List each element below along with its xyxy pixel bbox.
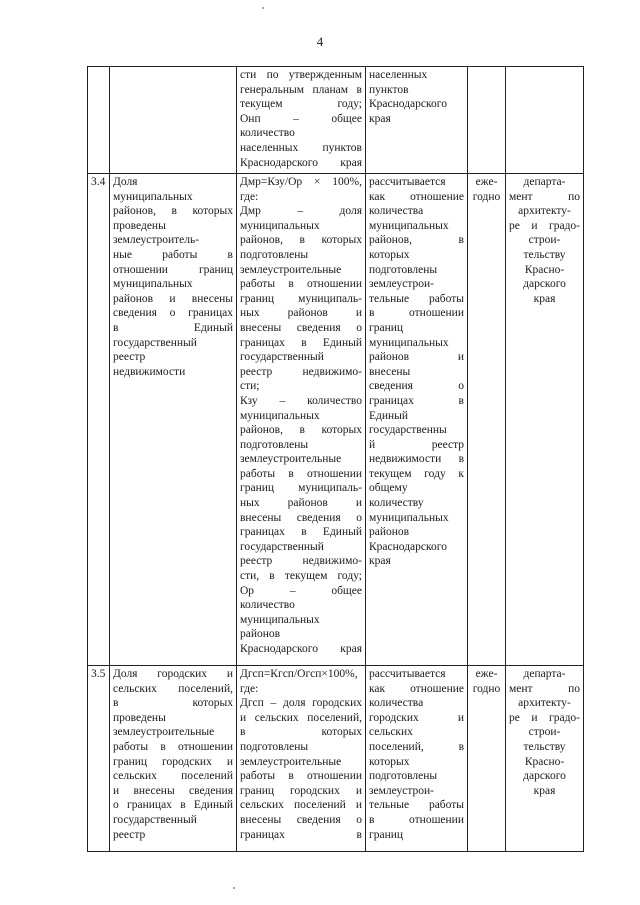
cell-text-line: реестр — [113, 828, 146, 841]
cell-text-line: муниципальных — [369, 511, 449, 524]
cell-text-line: Краснодарского края — [240, 643, 362, 655]
cell-text-line: землеустрои- — [369, 784, 434, 797]
cell-text-line: текущем году к — [369, 467, 464, 480]
cell-text-line: подготовлены — [240, 438, 309, 451]
table-row — [88, 666, 584, 852]
cell-text-line: в Единый — [113, 321, 233, 334]
cell-text-line: населенных — [369, 69, 428, 81]
cell-text-line: землеустроительные — [240, 453, 342, 466]
cell-text-line: муниципальных — [113, 190, 193, 203]
cell-text-line: внесены сведения о — [240, 813, 362, 826]
cell-text-line: подготовлены — [240, 248, 309, 261]
cell-text-line: генеральным планам в — [240, 83, 362, 96]
cell-text-line: как отношение — [369, 682, 464, 695]
cell-text-line: границ — [369, 321, 404, 334]
cell-text-line: населенных пунктов — [240, 141, 362, 154]
row-number: 3.5 — [91, 668, 106, 680]
cell-text-line: количества — [369, 205, 424, 218]
cell-text-line: тельные работы — [369, 292, 464, 305]
cell-text-line: границах в — [369, 394, 464, 407]
cell-text-line: в отношении — [369, 307, 464, 320]
cell-text-line: мент по — [509, 190, 580, 203]
cell-text-line: реестр недвижимо- — [240, 555, 362, 568]
cell-text-line: границ — [369, 828, 404, 841]
cell-text-line: подготовлены — [240, 740, 309, 753]
row-number-cell — [88, 666, 110, 852]
cell-text-line: Дгсп=Кгсп/Огсп×100%, — [240, 668, 358, 680]
cell-text-line: районов и — [369, 351, 464, 364]
responsible-cell — [506, 666, 584, 852]
cell-text-line: сельских поселений, — [113, 682, 233, 695]
cell-text-line: землеустроительные — [240, 263, 342, 276]
cell-text-line: Ор – общее — [240, 584, 362, 597]
cell-text-line: районов, в которых — [240, 424, 362, 437]
cell-text-line: проведены — [113, 711, 166, 724]
row-number-cell — [88, 67, 110, 174]
cell-text-line: ных районов и — [240, 497, 362, 510]
cell-text-line: где: — [240, 682, 259, 695]
cell-text-line: подготовлены — [369, 263, 438, 276]
cell-text-line: годно — [472, 682, 501, 695]
cell-text-line: Красно- — [524, 263, 565, 276]
cell-text-line: внесены сведения о — [240, 321, 362, 334]
formula-cell — [237, 67, 366, 174]
cell-text-line: Доля городских и — [113, 668, 233, 680]
cell-text-line: реестр недвижимо- — [240, 365, 362, 378]
cell-text-line: количество — [240, 599, 295, 612]
cell-text-line: общему — [369, 482, 408, 495]
cell-text-line: в которых — [113, 697, 233, 710]
cell-text-line: границ муниципаль- — [240, 292, 362, 305]
cell-text-line: количества — [369, 697, 424, 710]
cell-text-line: землеустроитель- — [113, 234, 200, 247]
cell-text-line: реестр — [113, 351, 146, 364]
cell-text-line: проведены — [113, 219, 166, 232]
cell-text-line: края — [369, 112, 391, 125]
frequency-cell — [468, 174, 506, 666]
cell-text-line: где: — [240, 190, 259, 203]
cell-text-line: районов, в которых — [113, 205, 233, 218]
cell-text-line: и внесены сведения — [113, 784, 233, 797]
cell-text-line: работы в отношении — [240, 467, 362, 480]
cell-text-line: границ муниципаль- — [240, 482, 362, 495]
cell-text-line: границах в Единый — [240, 336, 362, 349]
table-row — [88, 67, 584, 174]
cell-text-line: департа- — [523, 668, 566, 680]
frequency-cell — [468, 67, 506, 174]
cell-text-line: сведения о границах — [113, 307, 233, 320]
cell-text-line: строи- — [528, 726, 561, 739]
cell-text-line: муниципальных — [369, 336, 449, 349]
cell-text-line: сти; — [240, 380, 260, 393]
cell-text-line: работы в отношении — [240, 770, 362, 783]
cell-text-line: государственный — [113, 336, 197, 349]
cell-text-line: районов, в — [369, 234, 464, 247]
cell-text-line: муниципальных — [240, 613, 320, 626]
responsible-cell — [506, 174, 584, 666]
cell-text-line: районов и внесены — [113, 292, 233, 305]
cell-text-line: й реестр — [369, 438, 464, 451]
cell-text-line: Онп – общее — [240, 112, 362, 125]
cell-text-line: районов — [240, 628, 281, 641]
cell-text-line: тельные работы — [369, 799, 464, 812]
cell-text-line: работы в отношении — [113, 740, 233, 753]
responsible-cell — [506, 67, 584, 174]
cell-text-line: ные работы в — [113, 248, 233, 261]
cell-text-line: границ городских и — [240, 784, 362, 797]
cell-text-line: Краснодарского — [369, 540, 447, 553]
cell-text-line: и сельских поселений, — [240, 711, 362, 724]
cell-text-line: Красно- — [524, 755, 565, 768]
cell-text-line: землеустроительные — [240, 755, 342, 768]
cell-text-line: края — [533, 784, 556, 797]
cell-text-line: сельских поселений и — [240, 799, 362, 812]
cell-text-line: о границах в Единый — [113, 799, 233, 812]
cell-text-line: еже- — [475, 668, 498, 680]
cell-text-line: отношении границ — [113, 263, 233, 276]
cell-text-line: Краснодарского — [369, 98, 447, 111]
cell-text-line: городских и — [369, 711, 464, 724]
cell-text-line: районов — [369, 526, 410, 539]
formula-cell — [237, 666, 366, 852]
cell-text-line: Единый — [369, 409, 409, 422]
cell-text-line: архитекту- — [518, 697, 571, 710]
cell-text-line: сти по утвержденным — [240, 69, 362, 81]
cell-text-line: Дмр=Кзу/Ор × 100%, — [240, 176, 362, 188]
cell-text-line: в которых — [240, 726, 362, 739]
cell-text-line: государственный — [113, 813, 197, 826]
cell-text-line: Дгсп – доля городских — [240, 697, 362, 710]
cell-text-line: дарского — [523, 770, 566, 783]
method-cell — [366, 666, 468, 852]
indicator-name-cell — [110, 174, 237, 666]
cell-text-line: как отношение — [369, 190, 464, 203]
method-cell — [366, 67, 468, 174]
cell-text-line: края — [369, 555, 391, 568]
indicators-table — [87, 66, 584, 852]
cell-text-line: архитекту- — [518, 205, 571, 218]
row-number-cell — [88, 174, 110, 666]
cell-text-line: тельству — [523, 740, 566, 753]
cell-text-line: муниципальных — [369, 219, 449, 232]
cell-text-line: внесены — [369, 365, 411, 378]
cell-text-line: государственны — [369, 424, 447, 437]
cell-text-line: департа- — [523, 176, 566, 188]
cell-text-line: ре и градо- — [509, 219, 580, 232]
formula-cell — [237, 174, 366, 666]
frequency-cell — [468, 666, 506, 852]
cell-text-line: тельству — [523, 248, 566, 261]
cell-text-line: края — [533, 292, 556, 305]
cell-text-line: сельских поселений — [113, 770, 233, 783]
cell-text-line: землеустроительные — [113, 726, 215, 739]
cell-text-line: ных районов и — [240, 307, 362, 320]
page-number: 4 — [316, 34, 324, 49]
cell-text-line: государственный — [240, 351, 324, 364]
cell-text-line: мент по — [509, 682, 580, 695]
cell-text-line: границ городских и — [113, 755, 233, 768]
cell-text-line: Дмр – доля — [240, 205, 362, 218]
scan-speck — [233, 887, 235, 889]
method-cell — [366, 174, 468, 666]
cell-text-line: государственный — [240, 540, 324, 553]
cell-text-line: сведения о — [369, 380, 464, 393]
cell-text-line: работы в отношении — [240, 278, 362, 291]
cell-text-line: границах в Единый — [240, 526, 362, 539]
cell-text-line: которых — [369, 755, 410, 768]
cell-text-line: муниципальных — [113, 278, 193, 291]
cell-text-line: границах в — [240, 828, 362, 841]
cell-text-line: количество — [240, 127, 295, 140]
cell-text-line: рассчитывается — [369, 668, 446, 680]
cell-text-line: сти, в текущем году; — [240, 570, 362, 583]
cell-text-line: поселений, в — [369, 740, 464, 753]
cell-text-line: годно — [472, 190, 501, 203]
cell-text-line: районов, в которых — [240, 234, 362, 247]
row-number: 3.4 — [91, 176, 106, 188]
cell-text-line: недвижимости в — [369, 453, 464, 466]
cell-text-line: дарского — [523, 278, 566, 291]
scan-speck — [262, 7, 264, 9]
cell-text-line: Краснодарского края — [240, 156, 362, 169]
indicator-name-cell — [110, 67, 237, 174]
cell-text-line: сельских — [369, 726, 413, 739]
cell-text-line: недвижимости — [113, 365, 186, 378]
cell-text-line: рассчитывается — [369, 176, 446, 188]
cell-text-line: землеустрои- — [369, 278, 434, 291]
cell-text-line: количеству — [369, 497, 424, 510]
cell-text-line: в отношении — [369, 813, 464, 826]
cell-text-line: пунктов — [369, 83, 409, 96]
cell-text-line: еже- — [475, 176, 498, 188]
cell-text-line: которых — [369, 248, 410, 261]
cell-text-line: подготовлены — [369, 770, 438, 783]
table-row — [88, 174, 584, 666]
indicator-name-cell — [110, 666, 237, 852]
cell-text-line: муниципальных — [240, 409, 320, 422]
cell-text-line: муниципальных — [240, 219, 320, 232]
cell-text-line: Кзу – количество — [240, 394, 362, 407]
cell-text-line: Доля — [113, 176, 138, 188]
cell-text-line: текущем году; — [240, 98, 362, 111]
cell-text-line: ре и градо- — [509, 711, 580, 724]
cell-text-line: внесены сведения о — [240, 511, 362, 524]
cell-text-line: строи- — [528, 234, 561, 247]
